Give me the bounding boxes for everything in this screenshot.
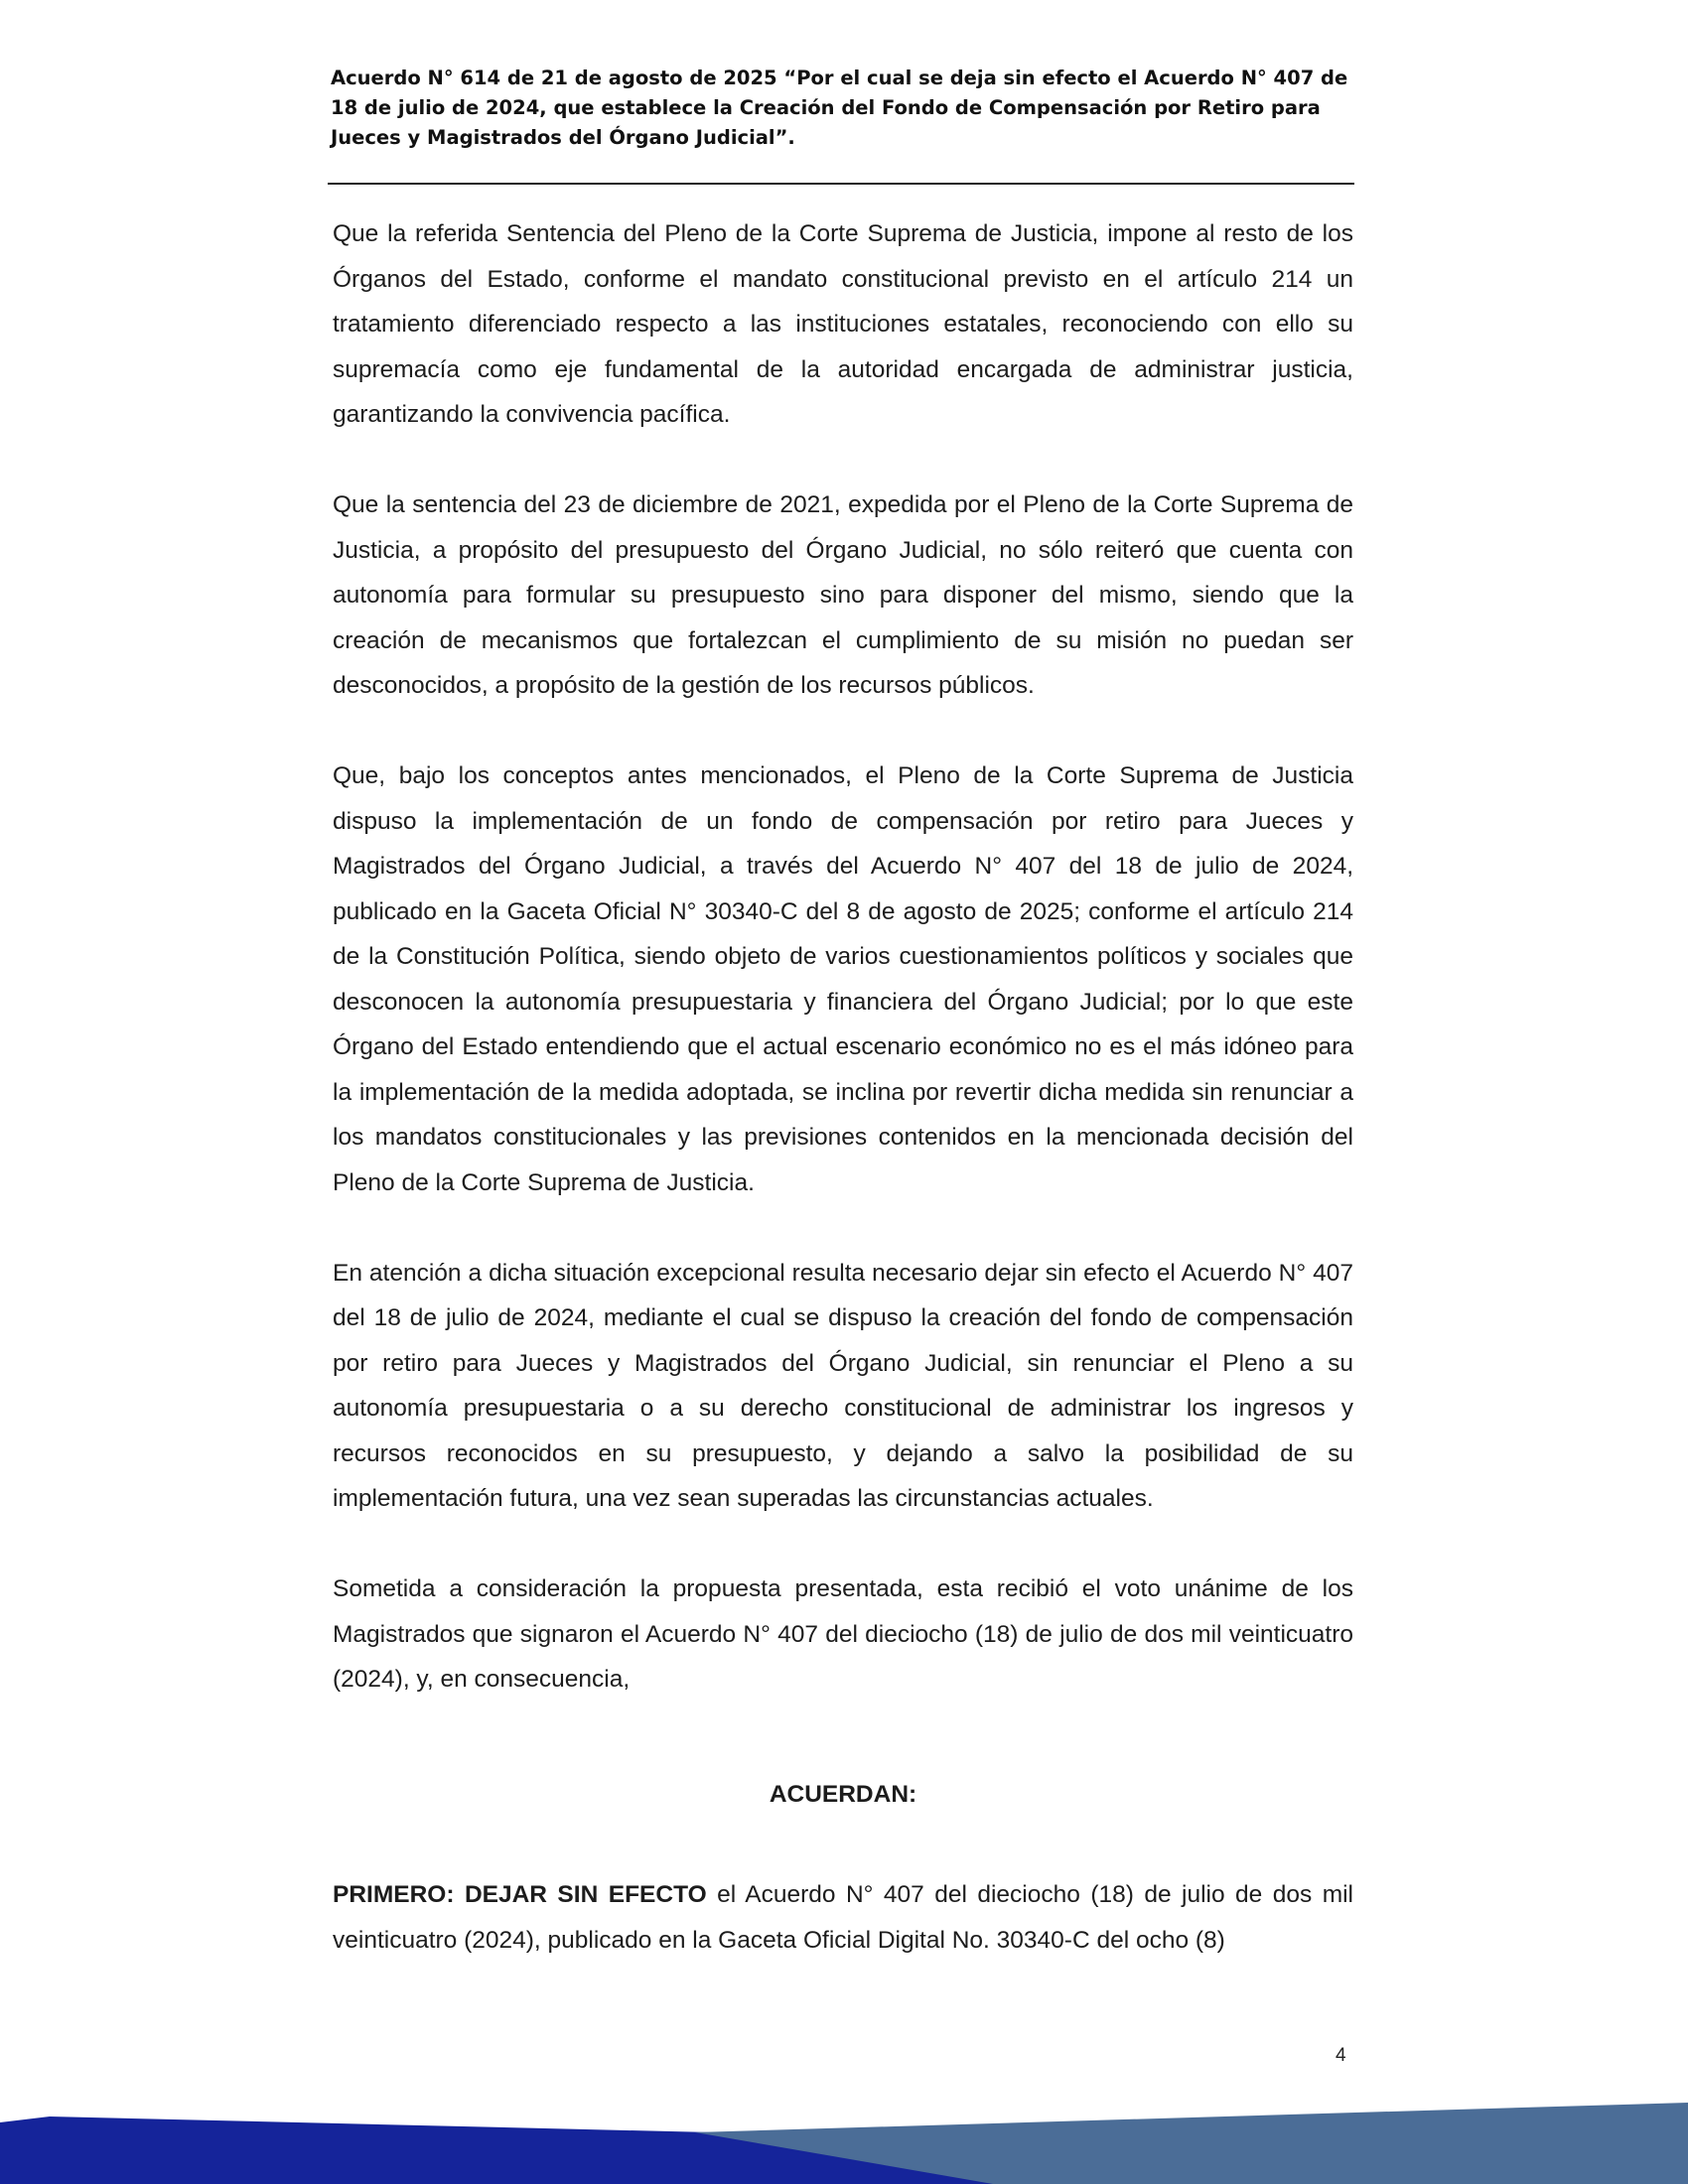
article-first <box>333 1872 1353 1963</box>
paragraph: En atención a dicha situación excepcional resulta necesario dejar sin efecto el Acuerdo N° 407 del 18 de julio de 2024, mediante el cual se dispuso la creación del fondo de compensación por retiro para Jueces y Magistrados del Órgano Judicial, sin renunciar el Pleno a su autonomía presupuestaria o a su derecho constitucional de administrar los ingresos y recursos reconocidos en su presupuesto, y dejando a salvo la posibilidad de su implementación futura, una vez sean superadas las circunstancias actuales. <box>333 1259 1353 1512</box>
header-divider <box>328 183 1354 185</box>
article-first-text: el Acuerdo N° 407 del dieciocho (18) de julio de dos mil veinticuatro (2024), publicado en la Gaceta Oficial Digital No. 30340-C del ocho (8) <box>333 1881 1353 1954</box>
article-first-lead: PRIMERO: DEJAR SIN EFECTO <box>333 1881 707 1908</box>
page-number: 4 <box>1336 2045 1346 2066</box>
footer-decorative-band <box>0 2075 1688 2184</box>
document-header <box>331 64 1353 153</box>
header-title: Acuerdo N° 614 de 21 de agosto de 2025 “Por el cual se deja sin efecto el Acuerdo N° 407 de 18 de julio de 2024, que establece la Creación del Fondo de Compensación por Retiro para Jueces y Magistrados del Órgano Judicial”. <box>331 67 1348 149</box>
resolve-heading: ACUERDAN: <box>769 1781 917 1808</box>
paragraph: Que la referida Sentencia del Pleno de la Corte Suprema de Justicia, impone al resto de los Órganos del Estado, conforme el mandato constitucional previsto en el artículo 214 un tratamiento diferenciado respecto a las instituciones estatales, reconociendo con ello su supremacía como eje fundamental de la autoridad encargada de administrar justicia, garantizando la convivencia pacífica. <box>333 220 1353 428</box>
paragraph: Sometida a consideración la propuesta presentada, esta recibió el voto unánime de los Magistrados que signaron el Acuerdo N° 407 del dieciocho (18) de julio de dos mil veinticuatro (2024), y, en consecuencia, <box>333 1575 1353 1693</box>
document-body <box>333 211 1353 1703</box>
paragraph: Que la sentencia del 23 de diciembre de 2021, expedida por el Pleno de la Corte Suprema de Justicia, a propósito del presupuesto del Órgano Judicial, no sólo reiteró que cuenta con autonomía para formular su presupuesto sino para disponer del mismo, siendo que la creación de mecanismos que fortalezcan el cumplimiento de su misión no puedan ser desconocidos, a propósito de la gestión de los recursos públicos. <box>333 491 1353 699</box>
paragraph: Que, bajo los conceptos antes mencionados, el Pleno de la Corte Suprema de Justicia dispuso la implementación de un fondo de compensación por retiro para Jueces y Magistrados del Órgano Judicial, a través del Acuerdo N° 407 del 18 de julio de 2024, publicado en la Gaceta Oficial N° 30340-C del 8 de agosto de 2025; conforme el artículo 214 de la Constitución Política, siendo objeto de varios cuestionamientos políticos y sociales que desconocen la autonomía presupuestaria y financiera del Órgano Judicial; por lo que este Órgano del Estado entendiendo que el actual escenario económico no es el más idóneo para la implementación de la medida adoptada, se inclina por revertir dicha medida sin renunciar a los mandatos constitucionales y las previsiones contenidos en la mencionada decisión del Pleno de la Corte Suprema de Justicia. <box>333 762 1353 1196</box>
